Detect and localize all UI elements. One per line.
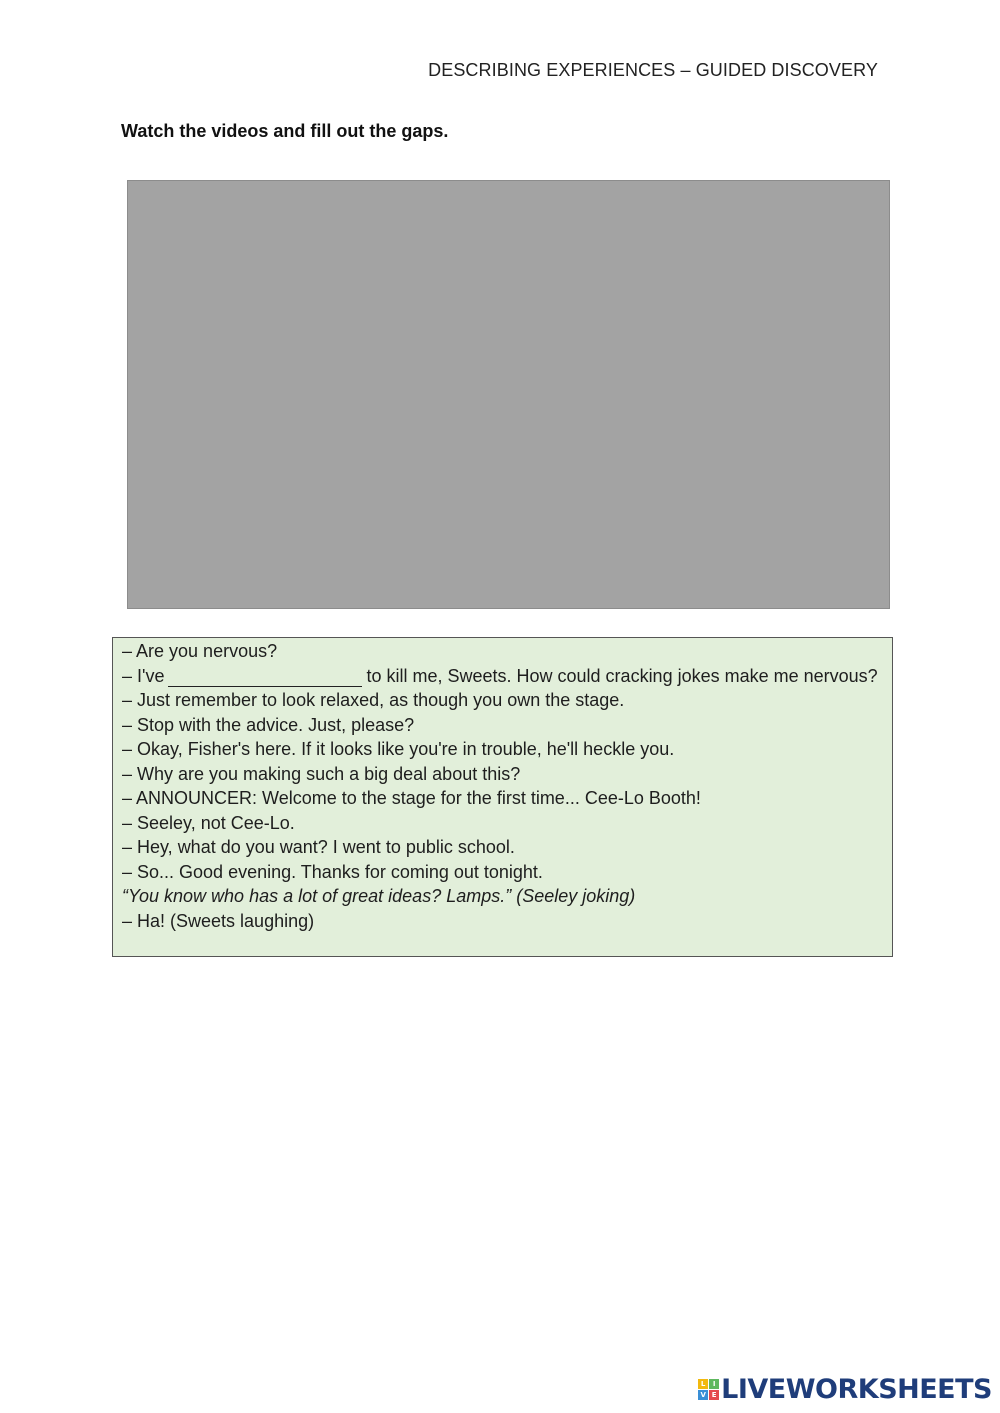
dialogue-line-end: to kill me, Sweets. How could cracking jokes make me nervous? — [366, 665, 878, 686]
dialogue-line: – Ha! (Sweets laughing) — [122, 910, 315, 931]
logo-letter: L — [698, 1379, 708, 1389]
logo-mark-icon — [698, 1379, 719, 1400]
instruction-text: Watch the videos and fill out the gaps. — [121, 121, 449, 141]
logo-letter: V — [698, 1390, 708, 1400]
dialogue-line: – ANNOUNCER: Welcome to the stage for the first time... Cee-Lo Booth! — [122, 788, 701, 808]
dialogue-line: – Seeley, not Cee-Lo. — [122, 812, 295, 833]
dialogue-box — [112, 637, 893, 957]
dialogue-line-with-gap — [122, 664, 888, 689]
logo-letter: I — [709, 1379, 719, 1389]
dialogue-line: – Okay, Fisher's here. If it looks like you're in trouble, he'll heckle you. — [122, 739, 675, 759]
dialogue-line: – Hey, what do you want? I went to public school. — [122, 837, 515, 857]
logo-letter: E — [709, 1390, 719, 1400]
liveworksheets-logo — [698, 1374, 992, 1405]
dialogue-line: – Just remember to look relaxed, as though you own the stage. — [122, 690, 625, 710]
logo-text: LIVEWORKSHEETS — [721, 1374, 992, 1405]
dialogue-line-start: – I've — [122, 665, 165, 686]
dialogue-line-quote: “You know who has a lot of great ideas? Lamps.” (Seeley joking) — [122, 886, 636, 906]
gap-input[interactable] — [168, 668, 362, 687]
video-player[interactable] — [127, 180, 890, 609]
page-header: DESCRIBING EXPERIENCES – GUIDED DISCOVERY — [428, 60, 878, 80]
dialogue-line: – So... Good evening. Thanks for coming out tonight. — [122, 861, 543, 882]
dialogue-line: – Stop with the advice. Just, please? — [122, 714, 415, 735]
dialogue-line: – Why are you making such a big deal about this? — [122, 763, 521, 784]
dialogue-line: – Are you nervous? — [122, 641, 278, 661]
